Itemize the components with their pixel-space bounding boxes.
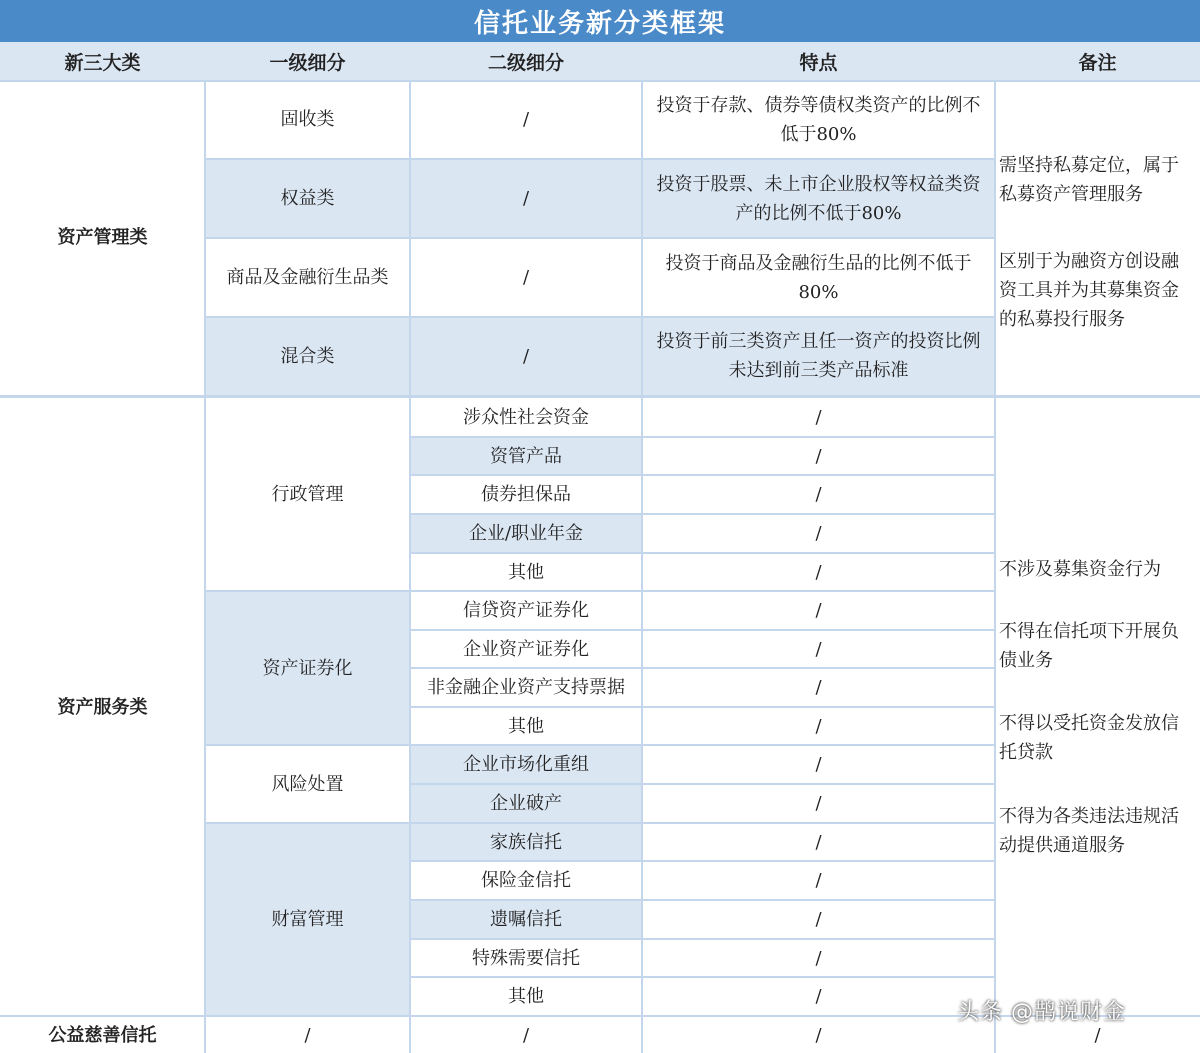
header-level1: 一级细分 <box>205 42 410 80</box>
level2-cell: 遗嘱信托 <box>410 900 642 939</box>
feature-cell: 投资于存款、债券等债权类资产的比例不低于80% <box>656 94 981 145</box>
level2-cell: 债券担保品 <box>481 484 571 505</box>
note-cell: / <box>1094 1024 1101 1046</box>
level2-cell: 保险金信托 <box>481 870 571 891</box>
feature-cell: 投资于前三类资产且任一资产的投资比例未达到前三类产品标准 <box>656 331 981 381</box>
grid-line <box>409 80 411 1053</box>
table-title: 信托业务新分类框架 <box>0 0 1200 42</box>
level2-cell: / <box>522 345 530 367</box>
feature-cell: / <box>815 986 822 1007</box>
note-cell: 需坚持私募定位，属于私募资产管理服务 <box>999 155 1179 205</box>
grid-line <box>641 80 643 1053</box>
grid-line <box>0 395 1200 398</box>
category-asset-service: 资产服务类 <box>57 696 148 718</box>
level2-cell: / <box>522 109 530 130</box>
level2-cell: 家族信托 <box>410 823 642 861</box>
level2-cell: 企业/职业年金 <box>410 514 642 553</box>
level1-cell: 商品及金融衍生品类 <box>226 267 389 288</box>
level2-cell: 资管产品 <box>410 437 642 475</box>
level1-cell: 权益类 <box>280 188 335 209</box>
grid-line <box>205 316 995 318</box>
grid-line <box>205 822 995 824</box>
feature-cell: / <box>815 793 822 814</box>
grid-line <box>204 80 206 1053</box>
category-charity: 公益慈善信托 <box>48 1024 157 1046</box>
level2-cell: 企业资产证券化 <box>463 638 589 660</box>
feature-cell: / <box>815 831 822 853</box>
category-asset-management: 资产管理类 <box>57 227 148 248</box>
note-cell: 不涉及募集资金行为 <box>999 558 1161 580</box>
level2-cell: 非金融企业资产支持票据 <box>427 677 625 698</box>
grid-line <box>410 976 995 978</box>
level2-cell: / <box>522 1024 530 1046</box>
header-note: 备注 <box>995 42 1200 80</box>
feature-cell: / <box>815 715 822 737</box>
level2-cell: / <box>522 267 530 288</box>
grid-line <box>410 667 995 669</box>
grid-line <box>205 744 995 746</box>
feature-cell: / <box>815 407 822 428</box>
grid-line <box>410 513 995 515</box>
grid-line <box>410 552 995 554</box>
feature-cell: / <box>815 561 822 583</box>
level2-cell: 其他 <box>508 715 544 737</box>
feature-cell: / <box>815 484 822 505</box>
feature-cell: / <box>815 1024 822 1046</box>
grid-line <box>205 158 995 160</box>
level1-cell: 财富管理 <box>271 909 344 930</box>
level2-cell: 其他 <box>508 561 544 583</box>
grid-line <box>410 629 995 631</box>
grid-line <box>410 783 995 785</box>
level2-cell: 特殊需要信托 <box>472 947 580 969</box>
grid-line <box>410 860 995 862</box>
watermark: 头条 @鹊说财金 <box>957 1000 1126 1025</box>
grid-line <box>0 80 1200 82</box>
header-category: 新三大类 <box>0 42 205 80</box>
level2-cell: 其他 <box>508 986 544 1007</box>
feature-cell: / <box>815 677 822 698</box>
level1-cell: 混合类 <box>280 345 335 367</box>
level2-cell: 涉众性社会资金 <box>463 407 589 428</box>
note-cell: 不得在信托项下开展负债业务 <box>999 621 1179 671</box>
grid-line <box>205 590 995 592</box>
header-level2: 二级细分 <box>410 42 642 80</box>
level2-cell: 企业市场化重组 <box>410 745 642 784</box>
level1-cell: 资产证券化 <box>262 657 353 679</box>
note-cell: 不得为各类违法违规活动提供通道服务 <box>999 806 1179 856</box>
level1-cell: 行政管理 <box>271 484 344 505</box>
feature-cell: / <box>815 947 822 969</box>
grid-line <box>410 706 995 708</box>
feature-cell: / <box>815 445 822 467</box>
note-cell: 不得以受托资金发放信托贷款 <box>999 713 1179 763</box>
feature-cell: 投资于商品及金融衍生品的比例不低于80% <box>665 252 972 303</box>
level1-cell: 风险处置 <box>271 773 344 795</box>
note-cell: 区别于为融资方创设融资工具并为其募集资金的私募投行服务 <box>999 250 1179 330</box>
grid-line <box>994 80 996 1053</box>
feature-cell: / <box>815 870 822 891</box>
feature-cell: / <box>815 909 822 930</box>
grid-line <box>410 938 995 940</box>
grid-line <box>410 436 995 438</box>
grid-line <box>410 899 995 901</box>
level1-cell: / <box>304 1024 311 1046</box>
level1-cell: 固收类 <box>280 109 335 130</box>
level2-cell: / <box>522 188 530 209</box>
header-feature: 特点 <box>642 42 995 80</box>
feature-cell: 投资于股票、未上市企业股权等权益类资产的比例不低于80% <box>656 173 981 224</box>
grid-line <box>410 474 995 476</box>
level2-cell: 信贷资产证券化 <box>463 600 589 621</box>
feature-cell: / <box>815 523 822 544</box>
feature-cell: / <box>815 600 822 621</box>
feature-cell: / <box>815 754 822 775</box>
level2-cell: 企业破产 <box>410 784 642 823</box>
feature-cell: / <box>815 638 822 660</box>
grid-line <box>205 237 995 239</box>
